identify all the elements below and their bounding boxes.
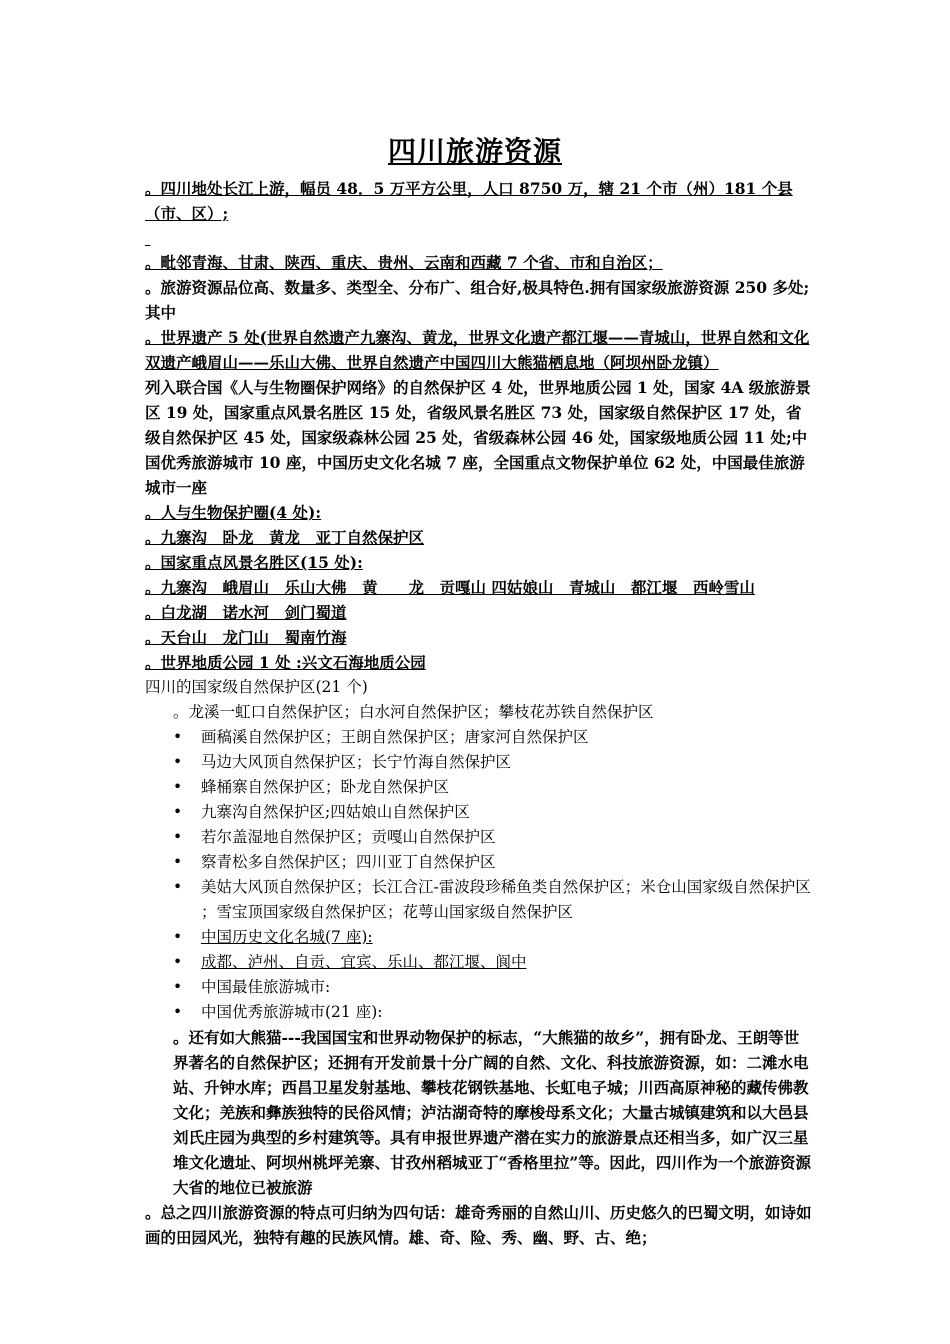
list-item: • 若尔盖湿地自然保护区；贡嘎山自然保护区 (145, 825, 813, 850)
intro-resources: 。旅游资源品位高、数量多、类型全、分布广、组合好,极具特色.拥有国家级旅游资源 250 多处;其中 (145, 278, 810, 322)
list-item: • 九寨沟自然保护区;四姑娘山自然保护区 (145, 800, 813, 825)
bullet-icon: • (173, 878, 183, 896)
geopark: 。世界地质公园 1 处 :兴文石海地质公园 (145, 653, 426, 672)
bullet-icon: • (173, 728, 183, 746)
bullet-icon: • (173, 753, 183, 771)
summary-paragraph: 。总之四川旅游资源的特点可归纳为四句话：雄奇秀丽的自然山川、历史悠久的巴蜀文明，如诗如画的田园风光，独特有趣的民族风情。雄、奇、险、秀、幽、野、古、绝； (145, 1203, 812, 1247)
list-item: • 察青松多自然保护区；四川亚丁自然保护区 (145, 850, 813, 875)
biosphere-list: 。九寨沟 卧龙 黄龙 亚丁自然保护区 (145, 528, 425, 547)
bullet-icon: • (173, 953, 183, 971)
scenic-line-1: 。九寨沟 峨眉山 乐山大佛 黄 龙 贡嘎山 四姑娘山 青城山 都江堰 西岭雪山 (145, 578, 755, 597)
intro-location: 。四川地处长江上游，幅员 48．5 万平方公里，人口 8750 万，辖 21 个市（州）181 个县（市、区）; (145, 179, 793, 223)
reserve-list (145, 725, 813, 1025)
scenic-line-3: 。天台山 龙门山 蜀南竹海 (145, 628, 347, 647)
bullet-icon: • (173, 803, 183, 821)
bullet-icon: • (173, 778, 183, 796)
bullet-icon: • (173, 853, 183, 871)
bullet-icon: • (173, 1003, 183, 1021)
scenic-title: 。国家重点风景名胜区(15 处): (145, 553, 363, 572)
list-item: • 画稿溪自然保护区；王朗自然保护区；唐家河自然保护区 (145, 725, 813, 750)
reserves-title: 四川的国家级自然保护区(21 个) (145, 678, 368, 696)
document-body (145, 176, 813, 1250)
list-item: • 马边大风顶自然保护区；长宁竹海自然保护区 (145, 750, 813, 775)
historic-cities-title: • 中国历史文化名城(7 座): (145, 925, 813, 950)
bullet-icon: • (173, 828, 183, 846)
resource-stats: 列入联合国《人与生物圈保护网络》的自然保护区 4 处，世界地质公园 1 处，国家 4A 级旅游景区 19 处，国家重点风景名胜区 15 处，省级风景名胜区 73 处，国家级自然保护区 17 处，省级自然保护区 45 处，国家级森林公园 25 处，省级森林公园 46 处，国家级地质公园 11 处;中国优秀旅游城市 10 座，中国历史文化名城 7 座，全国重点文物保护单位 62 处，中国最佳旅游城市一座 (145, 378, 811, 497)
intro-neighbors: 。毗邻青海、甘肃、陕西、重庆、贵州、云南和西藏 7 个省、市和自治区； (145, 253, 663, 272)
blank-underline (145, 226, 813, 250)
list-item: • 美姑大风顶自然保护区；长江合江-雷波段珍稀鱼类自然保护区；米仓山国家级自然保护区 ；雪宝顶国家级自然保护区；花萼山国家级自然保护区 (145, 875, 813, 925)
biosphere-title: 。人与生物保护圈(4 处): (145, 503, 322, 522)
bullet-icon: • (173, 978, 183, 996)
list-item: • 蜂桶寨自然保护区；卧龙自然保护区 (145, 775, 813, 800)
bullet-icon: • (173, 928, 183, 946)
best-tourist-city: • 中国最佳旅游城市: (145, 975, 813, 1000)
scenic-line-2: 。白龙湖 诺水河 剑门蜀道 (145, 603, 347, 622)
excellent-tourist-city: • 中国优秀旅游城市(21 座): (145, 1000, 813, 1025)
world-heritage: 。世界遗产 5 处(世界自然遗产九寨沟、黄龙，世界文化遗产都江堰——青城山，世界自然和文化双遗产峨眉山——乐山大佛、世界自然遗产中国四川大熊猫栖息地（阿坝州卧龙镇） (145, 328, 810, 372)
panda-paragraph: 。还有如大熊猫---我国国宝和世界动物保护的标志，“大熊猫的故乡”，拥有卧龙、王朗等世界著名的自然保护区；还拥有开发前景十分广阔的自然、文化、科技旅游资源，如：二滩水电站、升钟水库；西昌卫星发射基地、攀枝花钢铁基地、长虹电子城；川西高原神秘的藏传佛教文化；羌族和彝族独特的民俗风情；泸沽湖奇特的摩梭母系文化；大量古城镇建筑和以大邑县刘氏庄园为典型的乡村建筑等。具有申报世界遗产潜在实力的旅游景点还相当多，如广汉三星堆文化遗址、阿坝州桃坪羌寨、甘孜州稻城亚丁“香格里拉”等。因此，四川作为一个旅游资源大省的地位已被旅游 (173, 1028, 811, 1197)
page-title: 四川旅游资源 (387, 135, 562, 168)
reserves-first: 。龙溪一虹口自然保护区；白水河自然保护区；攀枝花苏铁自然保护区 (173, 703, 654, 721)
historic-cities-list: • 成都、泸州、自贡、宜宾、乐山、都江堰、阆中 (145, 950, 813, 975)
